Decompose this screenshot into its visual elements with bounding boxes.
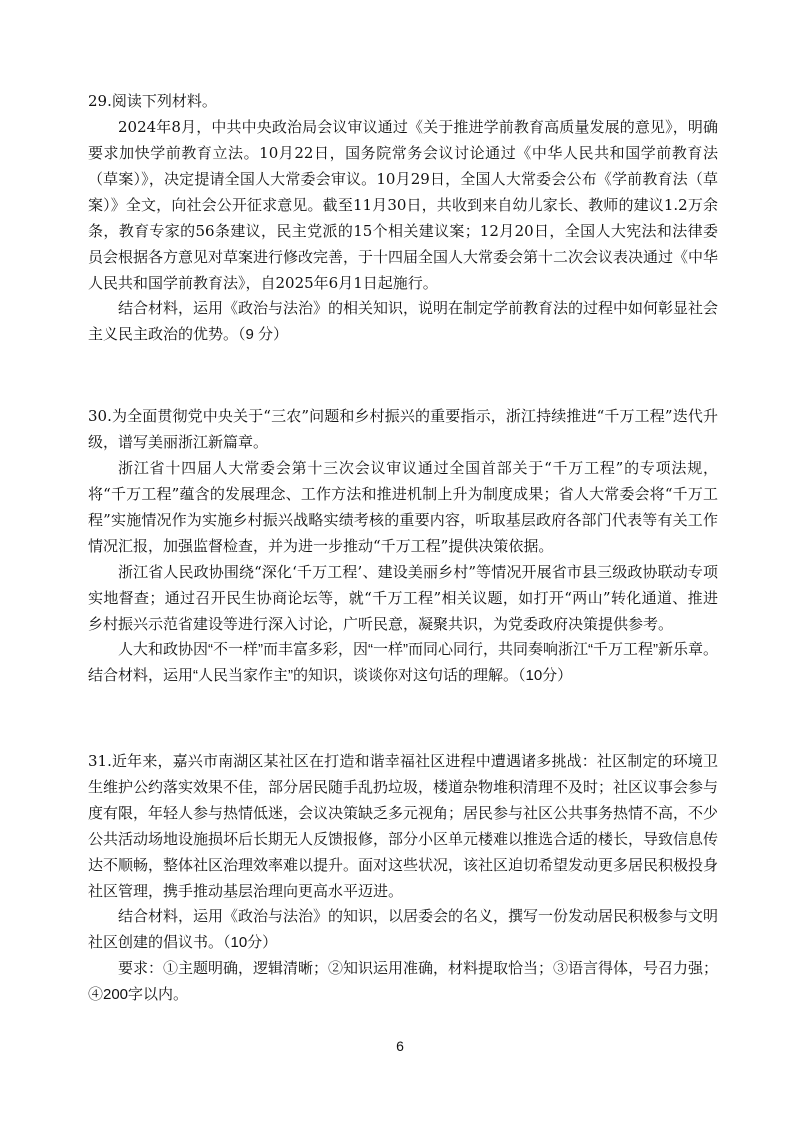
question-30-material-1: 浙江省十四届人大常委会第十三次会议审议通过全国首部关于“千万工程”的专项法规，将“千万工程”蕴含的发展理念、工作方法和推进机制上升为制度成果；省人大常委会将“千万工程”实施情况作为实施乡村振兴战略实绩考核的重要内容，听取基层政府各部门代表等有关工作情况汇报，加强监督检查，并为进一步推动“千万工程”提供决策依据。	[88, 459, 718, 555]
question-31-requirements: 要求：①主题明确，逻辑清晰；②知识运用准确，材料提取恰当；③语言得体，号召力强；④200字以内。	[88, 960, 719, 1003]
question-29	[88, 88, 718, 348]
question-30	[88, 403, 718, 689]
question-31-prompt: 结合材料，运用《政治与法治》的知识，以居委会的名义，撰写一份发动居民积极参与文明社区创建的倡议书。（10分）	[88, 908, 719, 951]
question-31-intro: 31.近年来，嘉兴市南湖区某社区在打造和谐幸福社区进程中遭遇诸多挑战：社区制定的环境卫生维护公约落实效果不佳，部分居民随手乱扔垃圾，楼道杂物堆积清理不及时；社区议事会参与度有限，年轻人参与热情低迷，会议决策缺乏多元视角；居民参与社区公共事务热情不高，不少公共活动场地设施损坏后长期无人反馈报修，部分小区单元楼难以推选合适的楼长，导致信息传达不顺畅，整体社区治理效率难以提升。面对这些状况，该社区迫切希望发动更多居民积极投身社区管理，携手推动基层治理向更高水平迈进。	[88, 752, 719, 900]
question-29-prompt: 结合材料，运用《政治与法治》的相关知识，说明在制定学前教育法的过程中如何彰显社会主义民主政治的优势。（9 分）	[88, 300, 719, 343]
question-30-material-2: 浙江省人民政协围绕“深化‘千万工程’、建设美丽乡村”等情况开展省市县三级政协联动专项实地督查；通过召开民生协商论坛等，就“千万工程”相关议题，如打开“两山”转化通道、推进乡村振兴示范省建设等进行深入讨论，广听民意，凝聚共识，为党委政府决策提供参考。	[88, 563, 718, 633]
page-number: 6	[396, 1038, 404, 1054]
question-31	[88, 748, 718, 1008]
question-30-intro: 30.为全面贯彻党中央关于“三农”问题和乡村振兴的重要指示，浙江持续推进“千万工程”迭代升级，谱写美丽浙江新篇章。	[88, 407, 718, 451]
question-30-prompt: 人大和政协因“不一样”而丰富多彩，因“一样”而同心同行，共同奏响浙江“千万工程”新乐章。结合材料，运用“人民当家作主”的知识，谈谈你对这句话的理解。（10分）	[88, 641, 718, 684]
question-29-title: 29.阅读下列材料。	[88, 92, 217, 110]
question-29-material: 2024年8月，中共中央政治局会议审议通过《关于推进学前教育高质量发展的意见》，明确要求加快学前教育立法。10月22日，国务院常务会议讨论通过《中华人民共和国学前教育法（草案）》，决定提请全国人大常委会审议。10月29日，全国人大常委会公布《学前教育法（草案）》全文，向社会公开征求意见。截至11月30日，共收到来自幼儿家长、教师的建议1.2万余条，教育专家的56条建议，民主党派的15个相关建议案；12月20日，全国人大宪法和法律委员会根据各方意见对草案进行修改完善，于十四届全国人大常委会第十二次会议表决通过《中华人民共和国学前教育法》，自2025年6月1日起施行。	[88, 118, 719, 292]
